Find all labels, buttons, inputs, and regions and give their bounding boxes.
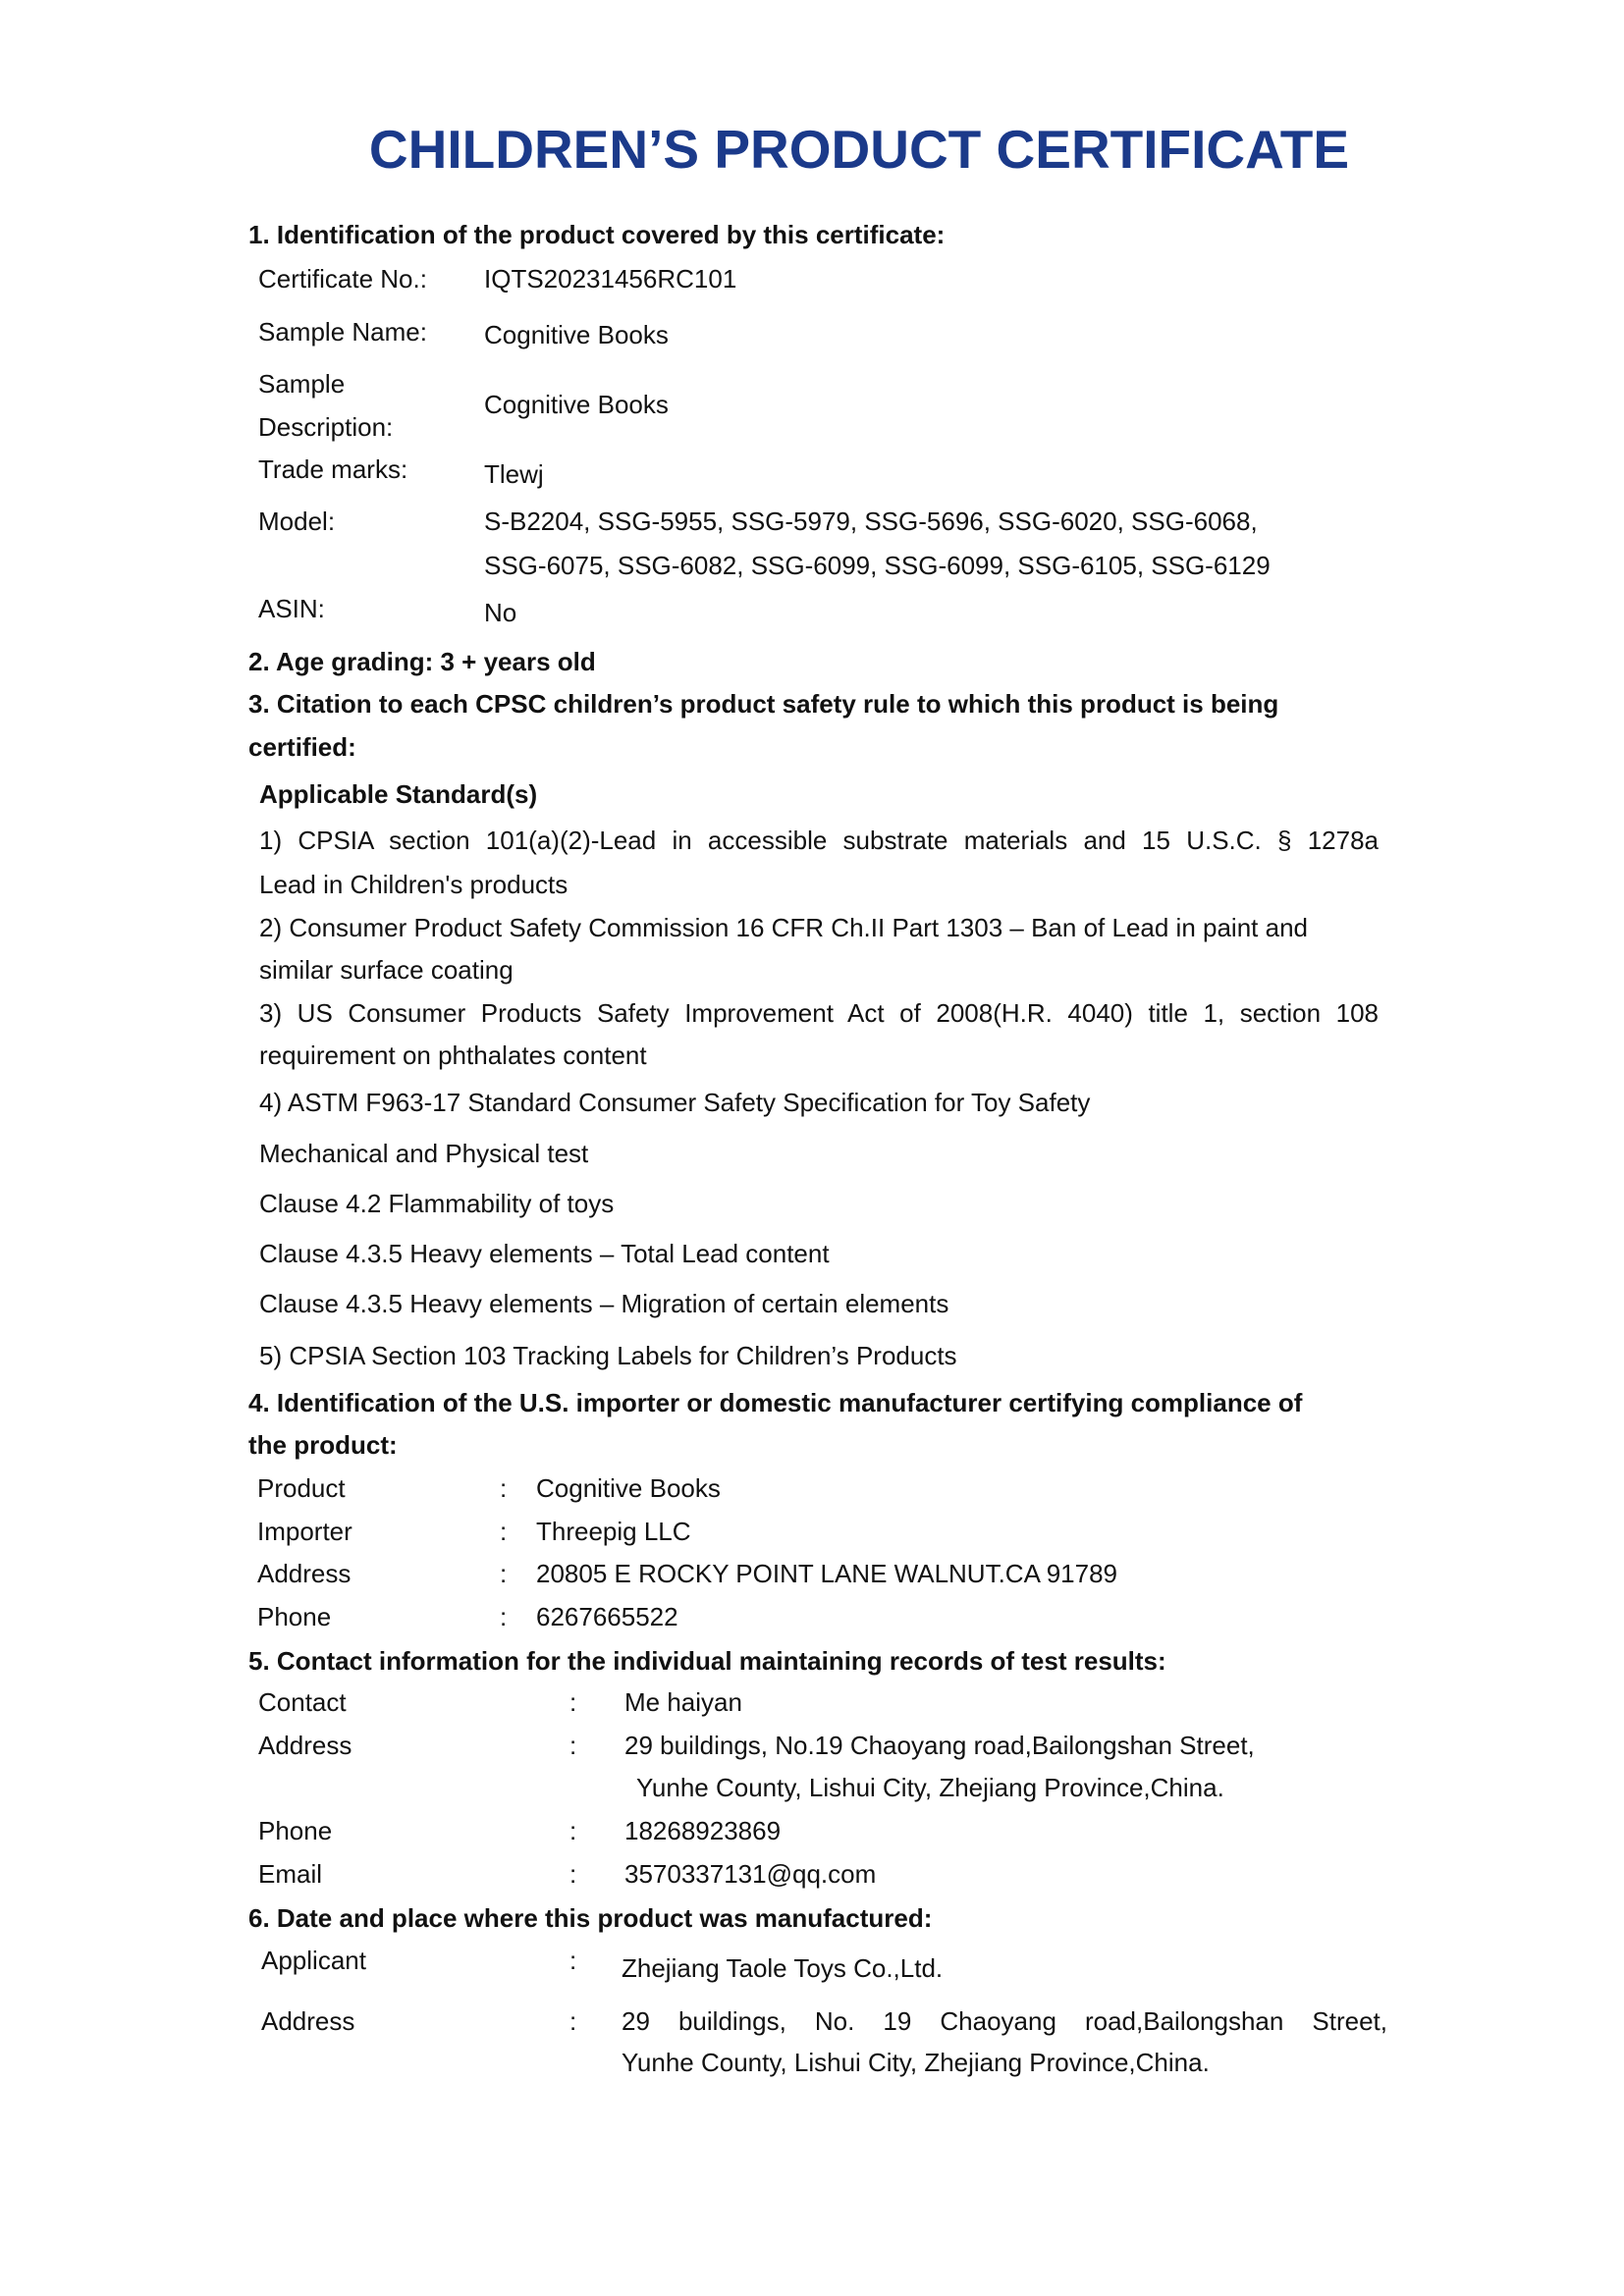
sample-description-label: Sample xyxy=(258,369,346,399)
model-label: Model: xyxy=(258,507,336,536)
importer-address-value: 20805 E ROCKY POINT LANE WALNUT.CA 91789 xyxy=(536,1559,1118,1588)
contact-address-label: Address xyxy=(258,1731,352,1760)
importer-phone-label: Phone xyxy=(257,1602,332,1631)
contact-email-label: Email xyxy=(258,1859,323,1889)
asin-value: No xyxy=(484,598,517,627)
contact-email-value: 3570337131@qq.com xyxy=(624,1859,877,1889)
importer-name-value: Threepig LLC xyxy=(536,1517,691,1546)
colon: : xyxy=(569,1946,577,1975)
standard-4-total-lead: Clause 4.3.5 Heavy elements – Total Lead content xyxy=(259,1239,830,1268)
applicable-standards-heading: Applicable Standard(s) xyxy=(259,779,538,809)
section4-heading-line2: the product: xyxy=(248,1430,398,1460)
standard-4-flammability: Clause 4.2 Flammability of toys xyxy=(259,1189,615,1218)
standard-4: 4) ASTM F963-17 Standard Consumer Safety Specification for Toy Safety xyxy=(259,1088,1091,1117)
manufacturer-address-label: Address xyxy=(261,2006,355,2036)
contact-value: Me haiyan xyxy=(624,1687,742,1717)
section3-heading-line2: certified: xyxy=(248,732,356,762)
trade-marks-label: Trade marks: xyxy=(258,454,408,484)
colon: : xyxy=(500,1559,508,1588)
section1-heading: 1. Identification of the product covered by this certificate: xyxy=(248,220,946,249)
colon: : xyxy=(500,1473,508,1503)
importer-phone-value: 6267665522 xyxy=(536,1602,678,1631)
sample-description-value: Cognitive Books xyxy=(484,390,669,419)
sample-name-value: Cognitive Books xyxy=(484,320,669,349)
colon: : xyxy=(569,1687,577,1717)
standard-3: 3) US Consumer Products Safety Improvement Act of 2008(H.R. 4040) title 1, section 108 xyxy=(259,998,1379,1028)
standard-2-cont: similar surface coating xyxy=(259,955,514,985)
section2-heading: 2. Age grading: 3 + years old xyxy=(248,647,596,676)
contact-address-line1: 29 buildings, No.19 Chaoyang road,Bailongshan Street, xyxy=(624,1731,1255,1760)
applicant-value: Zhejiang Taole Toys Co.,Ltd. xyxy=(622,1953,944,1983)
section5-heading: 5. Contact information for the individual maintaining records of test results: xyxy=(248,1646,1166,1676)
section4-heading: 4. Identification of the U.S. importer or domestic manufacturer certifying compliance of xyxy=(248,1388,1303,1417)
contact-label: Contact xyxy=(258,1687,347,1717)
certificate-no-label: Certificate No.: xyxy=(258,264,427,294)
contact-phone-value: 18268923869 xyxy=(624,1816,782,1845)
manufacturer-address-line2: Yunhe County, Lishui City, Zhejiang Province,China. xyxy=(622,2048,1210,2077)
sample-description-label-2: Description: xyxy=(258,412,394,442)
standard-4-mechanical: Mechanical and Physical test xyxy=(259,1139,589,1168)
manufacturer-address-line1: 29 buildings, No. 19 Chaoyang road,Bailongshan Street, xyxy=(622,2006,1387,2036)
standard-1-cont: Lead in Children's products xyxy=(259,870,568,899)
contact-phone-label: Phone xyxy=(258,1816,333,1845)
importer-address-label: Address xyxy=(257,1559,352,1588)
asin-label: ASIN: xyxy=(258,594,325,623)
colon: : xyxy=(500,1517,508,1546)
importer-product-value: Cognitive Books xyxy=(536,1473,721,1503)
trade-marks-value: Tlewj xyxy=(484,459,544,489)
standard-2: 2) Consumer Product Safety Commission 16 CFR Ch.II Part 1303 – Ban of Lead in paint and xyxy=(259,913,1308,942)
importer-name-label: Importer xyxy=(257,1517,352,1546)
applicant-label: Applicant xyxy=(261,1946,366,1975)
standard-4-migration: Clause 4.3.5 Heavy elements – Migration of certain elements xyxy=(259,1289,949,1318)
standard-3-cont: requirement on phthalates content xyxy=(259,1041,647,1070)
page-title: CHILDREN’S PRODUCT CERTIFICATE xyxy=(368,119,1350,180)
importer-product-label: Product xyxy=(257,1473,346,1503)
section3-heading: 3. Citation to each CPSC children’s product safety rule to which this product is being xyxy=(248,689,1279,719)
colon: : xyxy=(569,2006,577,2036)
certificate-no-value: IQTS20231456RC101 xyxy=(484,264,737,294)
model-value-line2: SSG-6075, SSG-6082, SSG-6099, SSG-6099, SSG-6105, SSG-6129 xyxy=(484,551,1271,580)
colon: : xyxy=(569,1816,577,1845)
contact-address-line2: Yunhe County, Lishui City, Zhejiang Province,China. xyxy=(636,1773,1224,1802)
colon: : xyxy=(569,1731,577,1760)
sample-name-label: Sample Name: xyxy=(258,317,427,347)
model-value-line1: S-B2204, SSG-5955, SSG-5979, SSG-5696, SSG-6020, SSG-6068, xyxy=(484,507,1258,536)
standard-5: 5) CPSIA Section 103 Tracking Labels for Children’s Products xyxy=(259,1341,957,1370)
standard-1: 1) CPSIA section 101(a)(2)-Lead in accessible substrate materials and 15 U.S.C. § 1278a xyxy=(259,826,1379,855)
section6-heading: 6. Date and place where this product was manufactured: xyxy=(248,1903,933,1933)
colon: : xyxy=(569,1859,577,1889)
colon: : xyxy=(500,1602,508,1631)
